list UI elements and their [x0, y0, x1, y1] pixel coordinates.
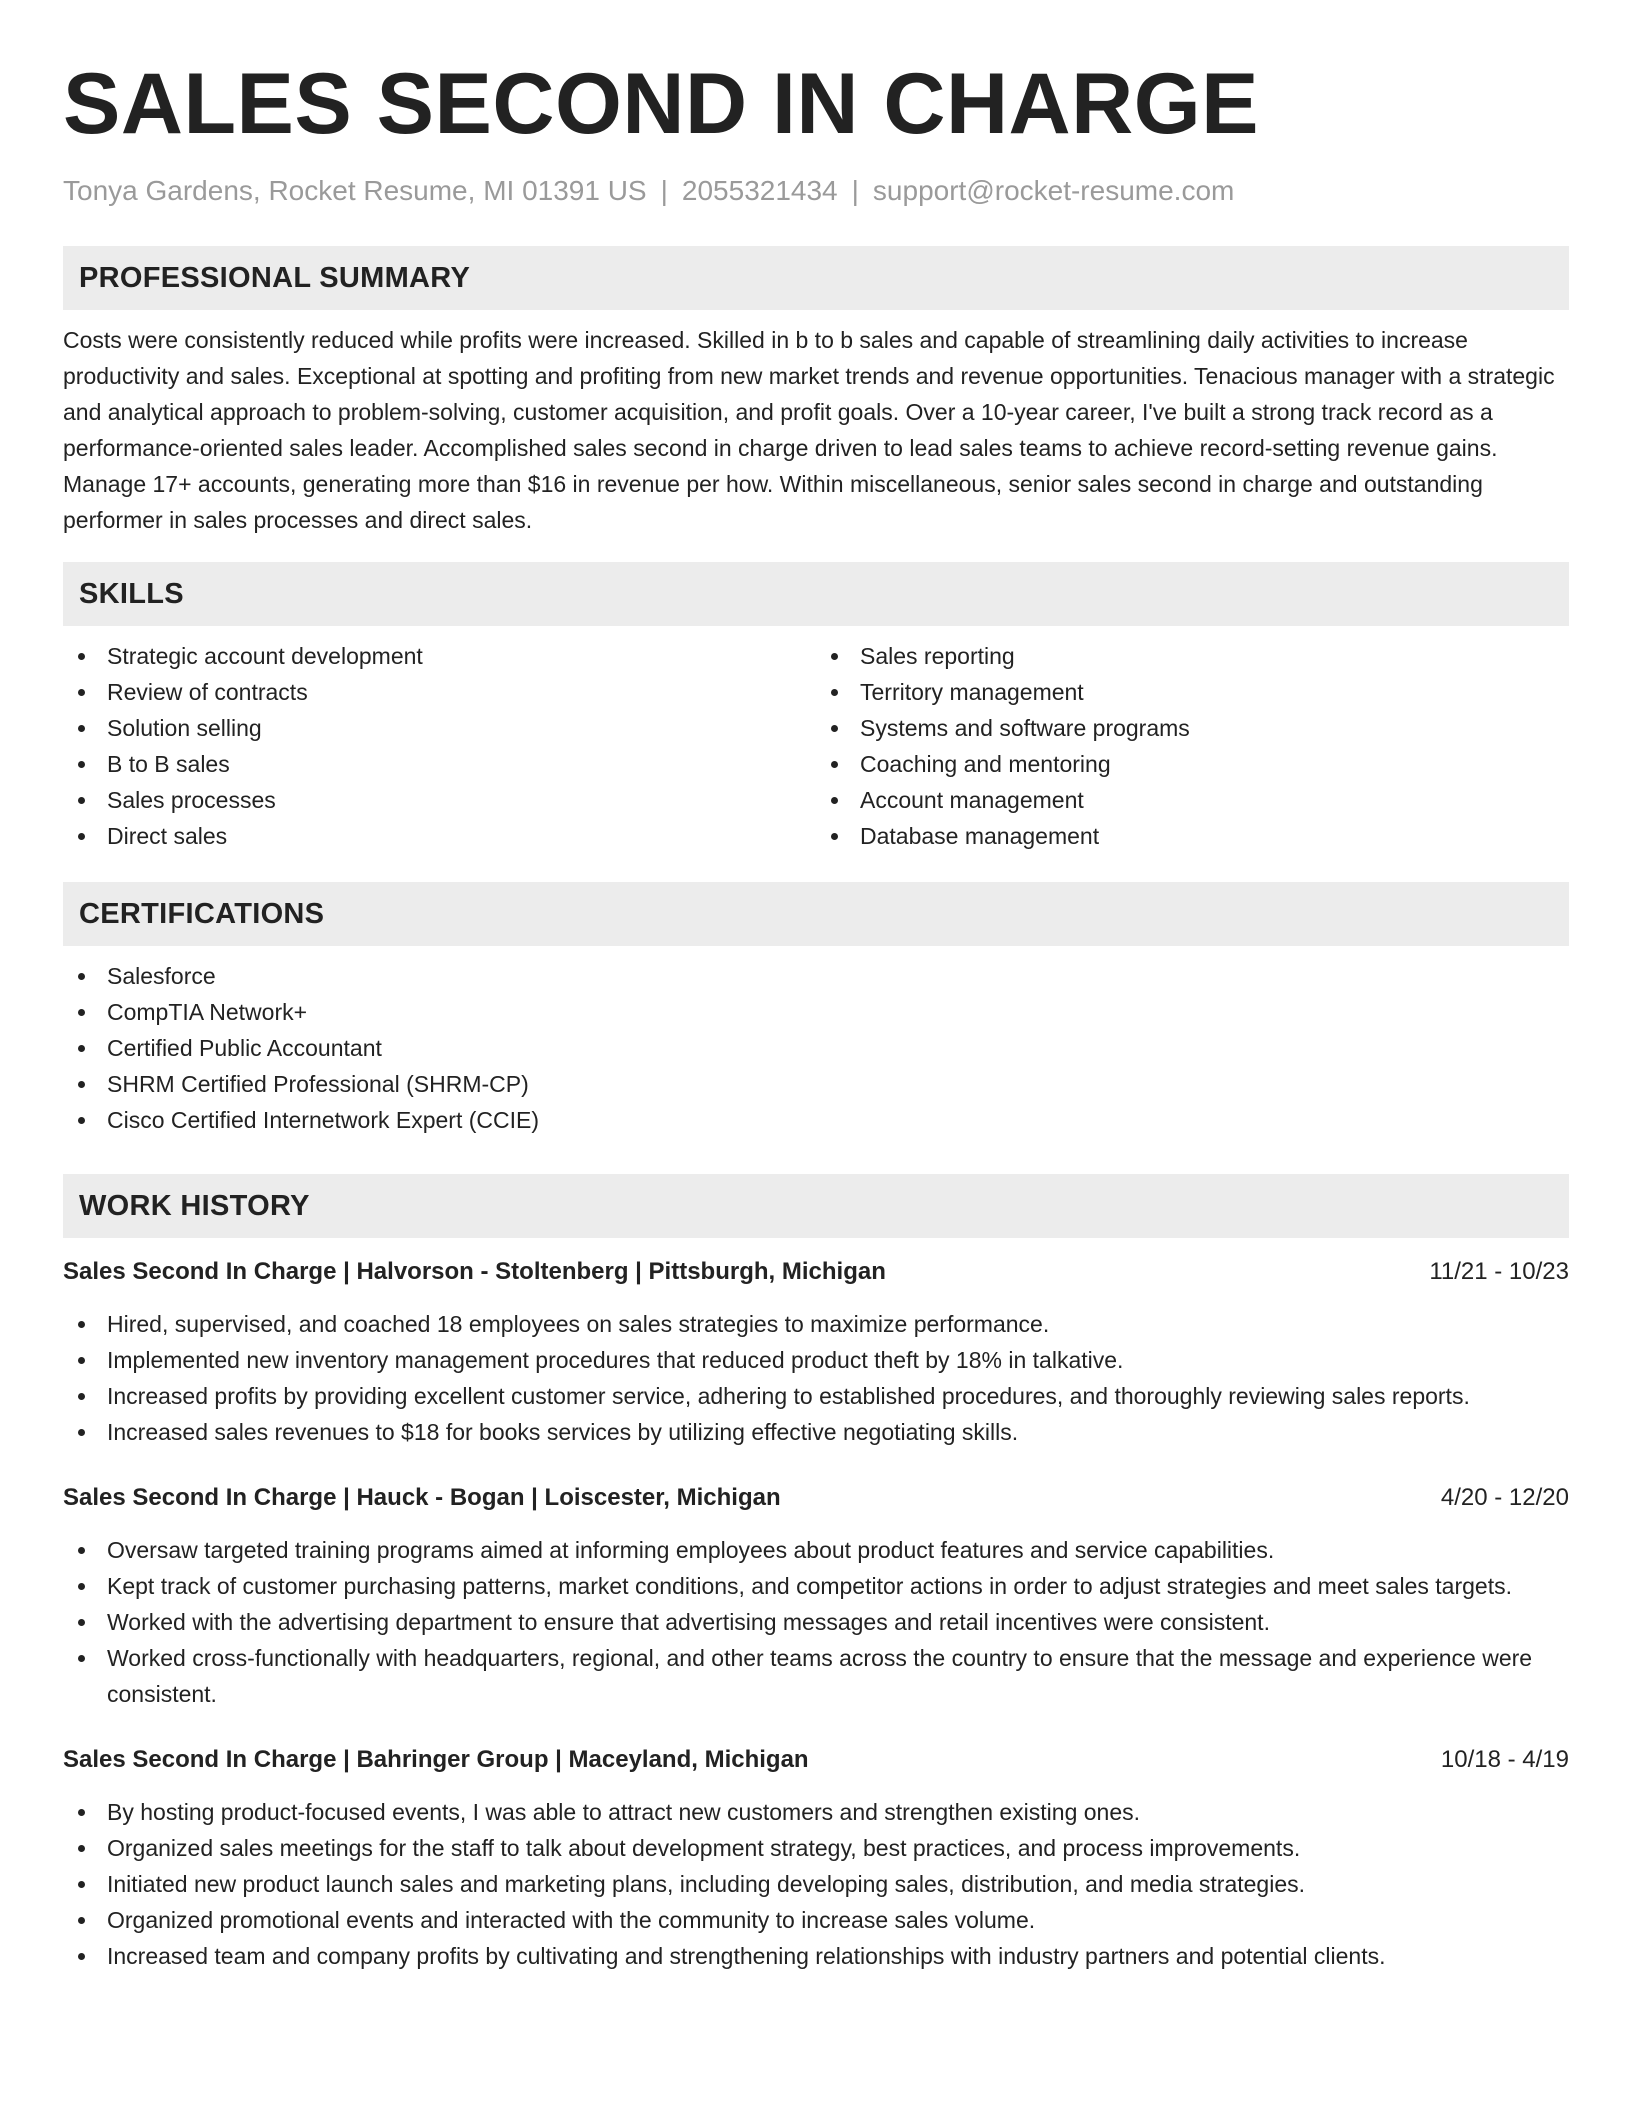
skills-columns [63, 638, 1569, 854]
job-bullet: Increased team and company profits by cultivating and strengthening relationships with industry partners and potential clients. [63, 1938, 1569, 1974]
certification-item: SHRM Certified Professional (SHRM-CP) [63, 1066, 1569, 1102]
certification-item: Salesforce [63, 958, 1569, 994]
job-header [63, 1742, 1569, 1778]
contact-separator: | [660, 175, 668, 206]
summary-heading: PROFESSIONAL SUMMARY [63, 246, 1569, 310]
resume-name: SALES SECOND IN CHARGE [63, 56, 1260, 152]
job-bullet: Kept track of customer purchasing patterns, market conditions, and competitor actions in order to adjust strategies and meet sales targets. [63, 1568, 1569, 1604]
contact-address: Tonya Gardens, Rocket Resume, MI 01391 US [63, 175, 647, 206]
skill-item: Database management [816, 818, 1569, 854]
skill-item: Strategic account development [63, 638, 816, 674]
skill-item: Solution selling [63, 710, 816, 746]
certification-item: Certified Public Accountant [63, 1030, 1569, 1066]
job-title: Sales Second In Charge | Halvorson - Stoltenberg | Pittsburgh, Michigan [63, 1258, 886, 1285]
job-bullet: Organized sales meetings for the staff to talk about development strategy, best practices, and process improvements. [63, 1830, 1569, 1866]
skills-heading: SKILLS [63, 562, 1569, 626]
job-bullets [63, 1794, 1569, 1974]
job-bullets [63, 1532, 1569, 1712]
skill-item: Review of contracts [63, 674, 816, 710]
skill-item: Systems and software programs [816, 710, 1569, 746]
job-bullets [63, 1306, 1569, 1450]
job-dates: 11/21 - 10/23 [1429, 1258, 1569, 1285]
skills-right-list [816, 638, 1569, 854]
job-dates: 10/18 - 4/19 [1440, 1746, 1569, 1773]
job-header [63, 1480, 1569, 1516]
job-title: Sales Second In Charge | Bahringer Group | Maceyland, Michigan [63, 1746, 809, 1773]
job-bullet: Hired, supervised, and coached 18 employees on sales strategies to maximize performance. [63, 1306, 1569, 1342]
job-bullet: Implemented new inventory management procedures that reduced product theft by 18% in talkative. [63, 1342, 1569, 1378]
contact-phone: 2055321434 [681, 175, 838, 206]
job-bullet: Oversaw targeted training programs aimed at informing employees about product features and service capabilities. [63, 1532, 1569, 1568]
contact-separator: | [851, 175, 859, 206]
summary-text: Costs were consistently reduced while profits were increased. Skilled in b to b sales and capable of streamlining daily activities to increase productivity and sales. Exceptional at spotting and profiting from new market trends and revenue opportunities. Tenacious manager with a strategic and analytical approach to problem-solving, customer acquisition, and profit goals. Over a 10-year career, I've built a strong track record as a performance-oriented sales leader. Accomplished sales second in charge driven to lead sales teams to achieve record-setting revenue gains. Manage 17+ accounts, generating more than $16 in revenue per how. Within miscellaneous, senior sales second in charge and outstanding performer in sales processes and direct sales. [63, 327, 1555, 533]
job-bullet: Initiated new product launch sales and marketing plans, including developing sales, distribution, and media strategies. [63, 1866, 1569, 1902]
skill-item: Coaching and mentoring [816, 746, 1569, 782]
certifications-list [63, 958, 1569, 1138]
certification-item: Cisco Certified Internetwork Expert (CCIE) [63, 1102, 1569, 1138]
job-bullet: Worked cross-functionally with headquarters, regional, and other teams across the country to ensure that the message and experience were consistent. [63, 1640, 1569, 1712]
certification-item: CompTIA Network+ [63, 994, 1569, 1030]
job-title: Sales Second In Charge | Hauck - Bogan | Loiscester, Michigan [63, 1484, 781, 1511]
skill-item: Account management [816, 782, 1569, 818]
skills-left-list [63, 638, 816, 854]
skill-item: Direct sales [63, 818, 816, 854]
job-bullet: Organized promotional events and interacted with the community to increase sales volume. [63, 1902, 1569, 1938]
skill-item: Territory management [816, 674, 1569, 710]
contact-line [63, 174, 1569, 208]
job-bullet: Increased profits by providing excellent customer service, adhering to established procedures, and thoroughly reviewing sales reports. [63, 1378, 1569, 1414]
skill-item: Sales reporting [816, 638, 1569, 674]
job-bullet: Worked with the advertising department to ensure that advertising messages and retail incentives were consistent. [63, 1604, 1569, 1640]
skill-item: Sales processes [63, 782, 816, 818]
work-history-heading: WORK HISTORY [63, 1174, 1569, 1238]
job-header [63, 1254, 1569, 1290]
job-bullet: Increased sales revenues to $18 for books services by utilizing effective negotiating skills. [63, 1414, 1569, 1450]
contact-email: support@rocket-resume.com [872, 175, 1235, 206]
certifications-heading: CERTIFICATIONS [63, 882, 1569, 946]
job-dates: 4/20 - 12/20 [1440, 1484, 1569, 1511]
skill-item: B to B sales [63, 746, 816, 782]
job-bullet: By hosting product-focused events, I was able to attract new customers and strengthen existing ones. [63, 1794, 1569, 1830]
